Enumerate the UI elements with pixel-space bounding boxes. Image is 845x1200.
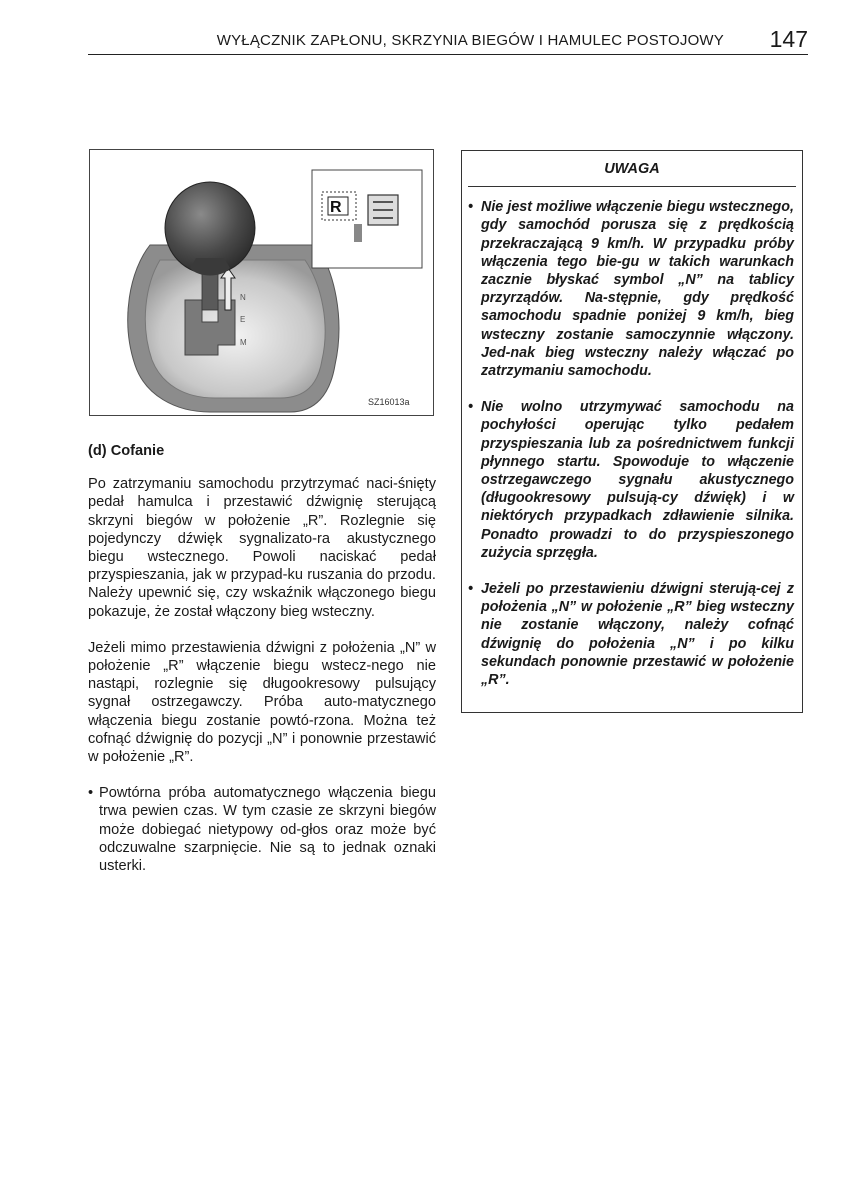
svg-text:N: N (240, 293, 246, 302)
page-number: 147 (769, 26, 808, 52)
svg-text:M: M (240, 338, 247, 347)
warning-text-3: Jeżeli po przestawieniu dźwigni sterują-cej z położenia „N” w położenie „R” bieg wsteczny nie zostanie włączony, należy cofnąć dźwignię do położenia „N” i po kilku sekundach ponownie przestawić w położenie „R”. (481, 581, 794, 689)
main-text-column (88, 442, 436, 875)
warning-item-2 (468, 398, 794, 562)
list-item (88, 784, 436, 875)
manual-mode-icon (368, 195, 398, 225)
warning-box (461, 150, 803, 713)
warning-item-3 (468, 580, 794, 689)
paragraph-1: Po zatrzymaniu samochodu przytrzymać naci-śnięty pedał hamulca i przestawić dźwignię sterującą skrzyni biegów w położenie „R”. Rozlegnie się pojedynczy dźwięk sygnalizato-ra akustycznego biegu wstecznego. Powoli naciskać pedał przyspieszania, jak w przypad-ku ruszania do przodu. Należy upewnić się, czy wskaźnik włączonego biegu pokazuje, że został włączony bieg wsteczny. (88, 476, 436, 620)
warning-list (462, 187, 802, 689)
gear-lever-illustration (90, 150, 433, 415)
svg-text:E: E (240, 315, 246, 324)
bullet-icon: • (468, 199, 474, 216)
warning-title: UWAGA (468, 160, 796, 187)
figure-code: SZ16013a (368, 397, 410, 407)
paragraph-2: Jeżeli mimo przestawienia dźwigni z położenia „N” w położenie „R” włączenie biegu wstecz-nego nie nastąpi, rozlegnie się długookresowy pulsujący sygnał ostrzegawczy. Próba auto-matycznego włączenia biegu zostanie powtó-rzona. Można też cofnąć dźwignię do pozycji „N” i ponownie przestawić w położenie „R”. (88, 639, 436, 766)
page-header (88, 26, 808, 55)
bullet-text: Powtórna próba automatycznego włączenia biegu trwa pewien czas. W tym czasie ze skrzyni biegów może dobiegać nietypowy od-głos oraz może być odczuwalne szarpnięcie. Nie są to jednak oznaki usterki. (99, 785, 436, 875)
bullet-icon: • (88, 785, 94, 802)
warning-item-1 (468, 198, 794, 380)
bullet-icon: • (468, 581, 474, 598)
warning-text-1: Nie jest możliwe włączenie biegu wstecznego, gdy samochód porusza się z prędkością przekraczającą 9 km/h. W przypadku próby włączenia tego bie-gu w takich warunkach zacznie błyskać symbol „N” na tablicy przyrządów. Na-stępnie, gdy prędkość samochodu spadnie poniżej 9 km/h, bieg wsteczny zostanie samoczynnie włączony. Jed-nak bieg wsteczny należy włączać po zatrzymaniu samochodu. (481, 199, 794, 380)
header-title: WYŁĄCZNIK ZAPŁONU, SKRZYNIA BIEGÓW I HAMULEC POSTOJOWY (216, 32, 724, 49)
indicator-letter: R (330, 199, 342, 216)
section-heading: (d) Cofanie (88, 443, 165, 459)
warning-text-2: Nie wolno utrzymywać samochodu na pochyłości operując tylko pedałem przyspieszania lub za pośrednictwem funkcji płynnego startu. Spowoduje to włączenie ostrzegawczego sygnału akustycznego (długookresowy pulsują-cy dźwięk) i w niektórych przypadkach zdławienie silnika. Ponadto prowadzi to do przyspieszonego zużycia sprzęgła. (481, 399, 794, 561)
gear-shift-figure (89, 149, 434, 416)
bullet-icon: • (468, 399, 474, 416)
